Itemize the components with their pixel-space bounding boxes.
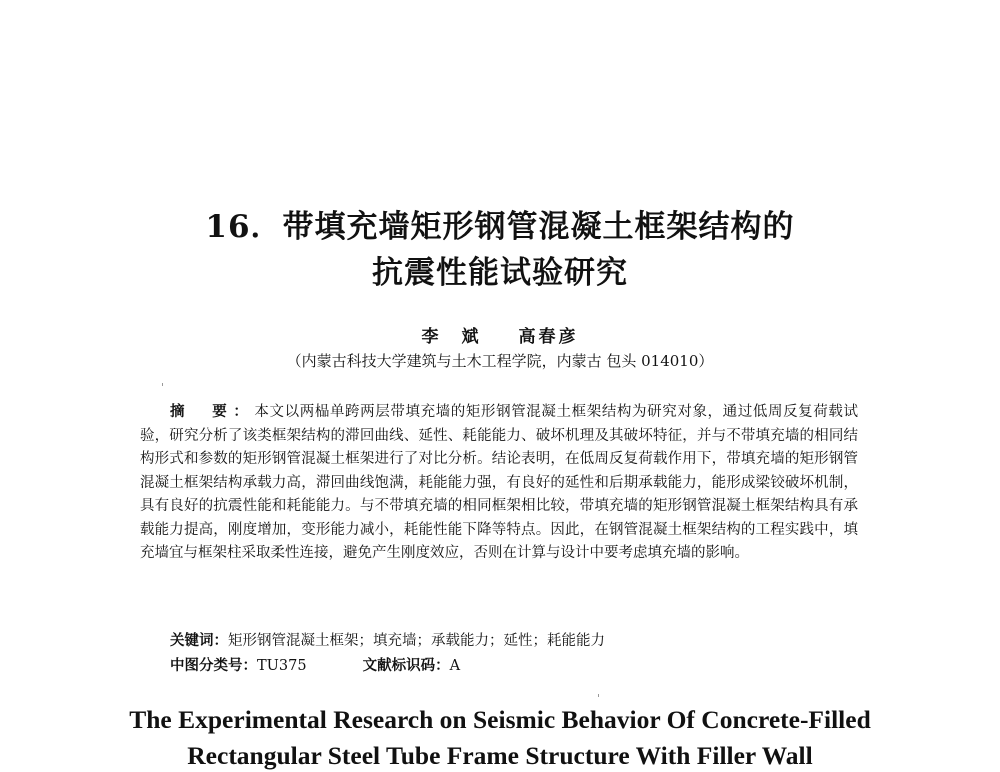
author-affiliation: （内蒙古科技大学建筑与土木工程学院，内蒙古 包头 014010） bbox=[286, 352, 714, 370]
author-name: 高春彦 bbox=[518, 327, 579, 347]
abstract-paragraph bbox=[140, 400, 858, 566]
doc-code-label: 文献标识码： bbox=[362, 657, 450, 674]
title-line-2: 抗震性能试验研究 bbox=[372, 255, 628, 291]
keywords-line bbox=[170, 629, 860, 653]
author-list bbox=[100, 322, 900, 347]
classification-line bbox=[170, 654, 860, 678]
scan-mark bbox=[162, 383, 163, 386]
english-title-line-1: The Experimental Research on Seismic Behavior Of Concrete-Filled bbox=[129, 705, 871, 734]
english-title-line-2: Rectangular Steel Tube Frame Structure With Filler Wall bbox=[187, 741, 813, 770]
clc-value: TU375 bbox=[257, 658, 307, 674]
clc-label: 中图分类号： bbox=[170, 657, 257, 674]
title-line-1: 16．带填充墙矩形钢管混凝土框架结构的 bbox=[205, 209, 795, 245]
abstract-label: 摘 要： bbox=[170, 403, 255, 420]
scan-mark bbox=[598, 694, 599, 697]
abstract-text: 本文以两榀单跨两层带填充墙的矩形钢管混凝土框架结构为研究对象，通过低周反复荷载试验，研究分析了该类框架结构的滞回曲线、延性、耗能能力、破坏机理及其破坏特征，并与不带填充墙的相同结构形式和参数的矩形钢管混凝土框架进行了对比分析。结论表明，在低周反复荷载作用下，带填充墙的矩形钢管混凝土框架结构承载力高，滞回曲线饱满，耗能能力强，有良好的延性和后期承载能力，能形成梁铰破坏机制，具有良好的抗震性能和耗能能力。与不带填充墙的相同框架相比较，带填充墙的矩形钢管混凝土框架结构具有承载能力提高，刚度增加，变形能力减小，耗能性能下降等特点。因此，在钢管混凝土框架结构的工程实践中，填充墙宜与框架柱采取柔性连接，避免产生刚度效应，否则在计算与设计中要考虑填充墙的影响。 bbox=[140, 404, 858, 561]
doc-code-value: A bbox=[449, 658, 461, 674]
keywords-label: 关键词： bbox=[170, 632, 228, 649]
author-name: 李 斌 bbox=[421, 327, 482, 347]
keywords-text: 矩形钢管混凝土框架；填充墙；承载能力；延性；耗能能力 bbox=[228, 633, 605, 649]
